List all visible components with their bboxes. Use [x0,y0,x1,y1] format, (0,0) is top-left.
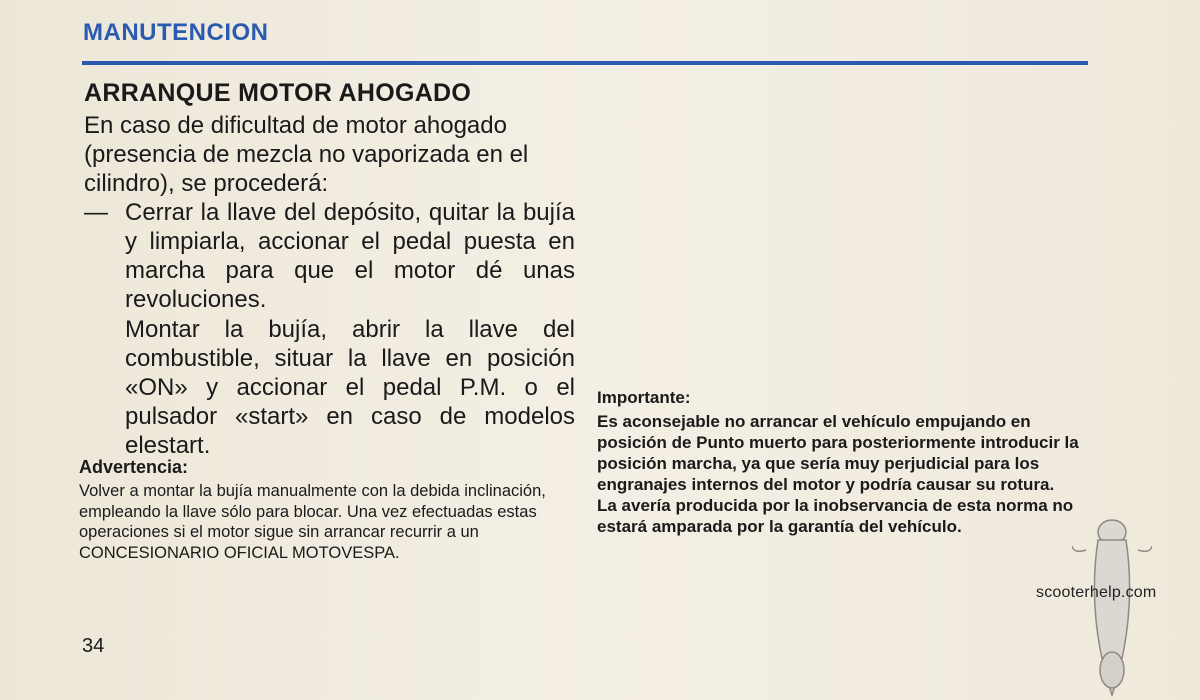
important-note [597,411,1085,537]
important-text-2: La avería producida por la inobservancia de esta norma no estará amparada por la garantía del vehículo. [597,496,1074,536]
important-text-1: Es aconsejable no arrancar el vehículo empujando en posición de Punto muerto para posteriormente introducir la posición marcha, ya que sería muy perjudicial para los engranajes internos del motor y podría causar su rotura. [597,412,1079,494]
procedure-step-1: Cerrar la llave del depósito, quitar la bujía y limpiarla, accionar el pedal puesta en marcha para que el motor dé unas revoluciones. [125,199,575,313]
header-divider [82,61,1088,65]
intro-paragraph: En caso de dificultad de motor ahogado (presencia de mezcla no vaporizada en el cilindro), se procederá: [84,112,529,197]
scooter-logo-icon [1072,510,1152,700]
section-header: MANUTENCION [83,19,269,46]
warning-heading: Advertencia: [79,457,189,477]
procedure-step-2: Montar la bujía, abrir la llave del combustible, situar la llave en posición «ON» y accionar el pedal P.M. o el pulsador «start» en caso de modelos elestart. [125,316,575,459]
page-number: 34 [82,635,105,657]
page-title: ARRANQUE MOTOR AHOGADO [84,79,472,107]
list-bullet: — [84,199,108,226]
watermark-text: scooterhelp.com [1036,584,1157,601]
warning-text: Volver a montar la bujía manualmente con la debida inclinación, empleando la llave sólo para blocar. Una vez efectuadas estas operaciones si el motor sigue sin arrancar recurrir a un CONCESIONARIO OFICIAL MOTOVESPA. [79,482,546,562]
important-heading: Importante: [597,388,691,407]
